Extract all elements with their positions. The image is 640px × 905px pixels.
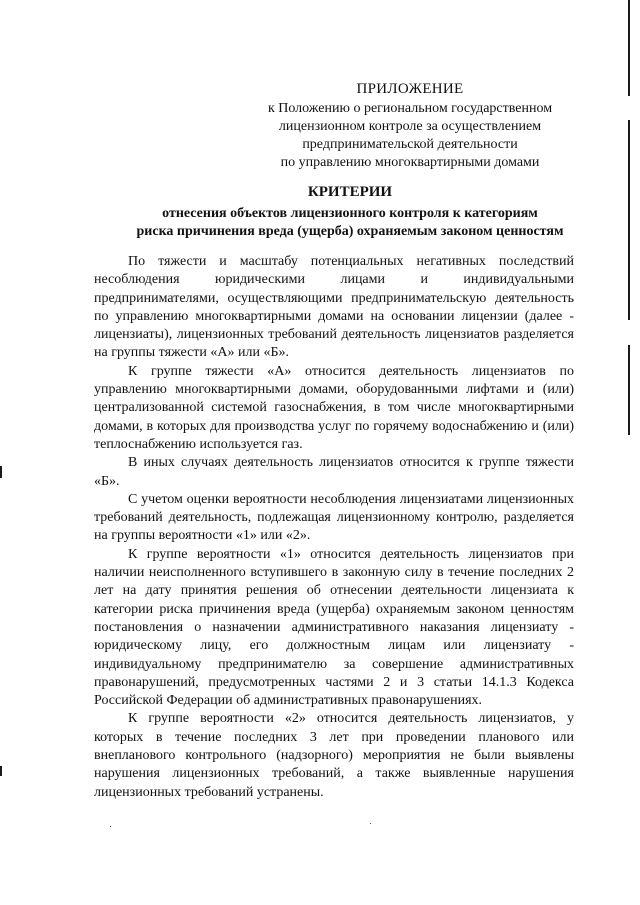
appendix-line: по управлению многоквартирными домами [280,155,540,170]
scan-edge-mark [0,466,2,478]
document-body [94,253,574,802]
appendix-header [250,80,570,172]
criteria-heading-block [90,182,610,241]
criteria-heading: КРИТЕРИИ [307,184,393,200]
paragraph-group-a: К группе тяжести «А» относится деятельность лицензиатов по управлению многоквартирными домами, оборудованными лифтами и (или) централизованной системой газоснабжения, в том числе многоквартирными домами, в которых для производства услуг по горячему водоснабжению и (или) теплоснабжению используется газ. [94,363,574,452]
scan-speck [110,826,111,827]
paragraph-group-b: В иных случаях деятельность лицензиатов относится к группе тяжести «Б». [94,455,574,489]
appendix-line: лицензионном контроле за осуществлением [278,119,542,134]
scan-speck [370,823,371,824]
scan-edge-mark [0,766,2,776]
criteria-subheading-line: риска причинения вреда (ущерба) охраняемым законом ценностям [136,224,564,239]
paragraph-probability-groups: С учетом оценки вероятности несоблюдения лицензиатами лицензионных требований деятельность, подлежащая лицензионному контролю, разделяется на группы вероятности «1» или «2». [94,491,574,544]
appendix-line: к Положению о региональном государственном [267,101,553,116]
paragraph-probability-2: К группе вероятности «2» относится деятельность лицензиатов, у которых в течение последних 3 лет при проведении планового или внепланового контрольного (надзорного) мероприятия не были выявлены нарушения лицензионных требований, а также выявленные нарушения лицензионных требований устранены. [94,711,574,800]
appendix-title: ПРИЛОЖЕНИЕ [356,81,464,97]
scan-border-line [628,120,630,320]
scan-border-line [628,0,630,96]
appendix-line: предпринимательской деятельности [302,137,518,152]
paragraph-severity-groups: По тяжести и масштабу потенциальных негативных последствий несоблюдения юридическими лицами и индивидуальными предпринимателями, осуществляющими предпринимательскую деятельность по управлению многоквартирными домами на основании лицензии (далее - лицензиаты), лицензионных требований деятельность лицензиатов разделяется на группы тяжести «А» или «Б». [94,254,574,361]
scan-border-line [628,345,630,435]
criteria-subheading-line: отнесения объектов лицензионного контроля к категориям [162,206,538,221]
paragraph-probability-1: К группе вероятности «1» относится деятельность лицензиатов при наличии неисполненного вступившего в законную силу в течение последних 2 лет на дату принятия решения об отнесении деятельности лицензиата к категории риска причинения вреда (ущерба) охраняемым законом ценностям постановления о назначении административного наказания лицензиату - юридическому лицу, его должностным лицам или лицензиату - индивидуальному предпринимателю за совершение административных правонарушений, предусмотренных частями 2 и 3 статьи 14.1.3 Кодекса Российской Федерации об административных правонарушениях. [94,546,574,709]
